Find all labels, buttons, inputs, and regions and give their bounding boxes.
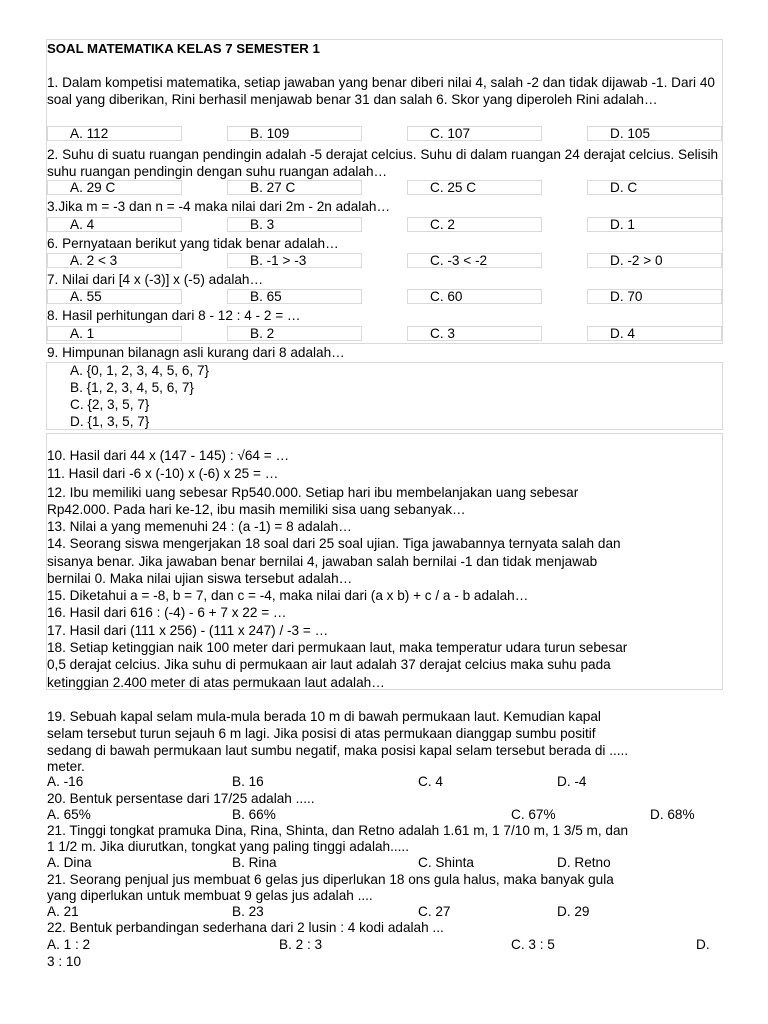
q21b-option-c: C. 27	[418, 904, 451, 919]
question-3-text: 3.Jika m = -3 dan n = -4 maka nilai dari 2m - 2n adalah…	[47, 199, 391, 214]
q2-option-a: A. 29 C	[47, 180, 182, 195]
q19-option-c: C. 4	[418, 774, 443, 789]
q9-option-d: D. {1, 3, 5, 7}	[70, 414, 150, 429]
page-title: SOAL MATEMATIKA KELAS 7 SEMESTER 1	[47, 41, 320, 56]
q22-option-d-value: 3 : 10	[47, 954, 82, 969]
block2-line-7: sisanya benar. Jika jawaban benar bernilai 4, jawaban salah bernilai -1 dan tidak menjawab	[47, 554, 598, 569]
q9-option-c: C. {2, 3, 5, 7}	[70, 397, 150, 412]
block2-line-2: 11. Hasil dari -6 x (-10) x (-6) x 25 = …	[47, 466, 279, 481]
question-2-text: 2. Suhu di suatu ruangan pendingin adalah -5 derajat celcius. Suhu di dalam ruangan 24 derajat celcius. Selisih suhu ruangan pendingin dengan suhu ruangan adalah…	[47, 147, 719, 179]
q20-option-a: A. 65%	[47, 807, 91, 822]
q21b-option-b: B. 23	[232, 904, 264, 919]
q6-option-d: D. -2 > 0	[587, 253, 722, 268]
q7-option-c: C. 60	[407, 289, 542, 304]
q3-option-a: A. 4	[47, 217, 182, 232]
block2-line-5: 13. Nilai a yang memenuhi 24 : (a -1) = 8 adalah…	[47, 519, 352, 534]
q7-option-a: A. 55	[47, 289, 182, 304]
q21a-option-c: C. Shinta	[418, 855, 474, 870]
block2-line-12: 18. Setiap ketinggian naik 100 meter dari permukaan laut, maka temperatur udara turun sebesar	[47, 640, 628, 655]
block2-line-13: 0,5 derajat celcius. Jika suhu di permukaan air laut adalah 37 derajat celcius maka suhu pada	[47, 657, 611, 672]
q20-option-b: B. 66%	[232, 807, 276, 822]
q22-option-a: A. 1 : 2	[47, 937, 91, 952]
q21b-option-a: A. 21	[47, 904, 79, 919]
q20-option-c: C. 67%	[511, 807, 556, 822]
q1-option-d: D. 105	[587, 126, 722, 141]
q2-option-b: B. 27 C	[227, 180, 362, 195]
q22-option-c: C. 3 : 5	[511, 937, 555, 952]
block2-line-8: bernilai 0. Maka nilai ujian siswa tersebut adalah…	[47, 571, 353, 586]
question-7-text: 7. Nilai dari [4 x (-3)] x (-5) adalah…	[47, 272, 264, 287]
q21a-option-a: A. Dina	[47, 855, 92, 870]
q3-option-c: C. 2	[407, 217, 542, 232]
block2-line-9: 15. Diketahui a = -8, b = 7, dan c = -4, maka nilai dari (a x b) + c / a - b adalah…	[47, 588, 529, 603]
q21a-line-1: 21. Tinggi tongkat pramuka Dina, Rina, Shinta, dan Retno adalah 1.61 m, 1 7/10 m, 1 3/5 m, dan	[47, 823, 629, 838]
block2-line-11: 17. Hasil dari (111 x 256) - (111 x 247) / -3 = …	[47, 623, 329, 638]
q20-option-d: D. 68%	[650, 807, 695, 822]
q19-line-4: meter.	[47, 759, 85, 774]
q6-option-b: B. -1 > -3	[227, 253, 362, 268]
q21a-option-d: D. Retno	[557, 855, 611, 870]
q19-option-a: A. -16	[47, 774, 84, 789]
q21a-line-2: 1 1/2 m. Jika diurutkan, tongkat yang paling tinggi adalah.....	[47, 839, 409, 854]
block2-line-4: Rp42.000. Pada hari ke-12, ibu masih memiliki sisa uang sebanyak…	[47, 502, 466, 517]
q9-option-b: B. {1, 2, 3, 4, 5, 6, 7}	[70, 380, 194, 395]
block2-line-14: ketinggian 2.400 meter di atas permukaan laut adalah…	[47, 675, 385, 690]
question-6-text: 6. Pernyataan berikut yang tidak benar adalah…	[47, 236, 339, 251]
question-22-text: 22. Bentuk perbandingan sederhana dari 2 lusin : 4 kodi adalah ...	[47, 920, 444, 935]
question-20-text: 20. Bentuk persentase dari 17/25 adalah .....	[47, 791, 315, 806]
q21a-option-b: B. Rina	[232, 855, 277, 870]
block2-line-3: 12. Ibu memiliki uang sebesar Rp540.000. Setiap hari ibu membelanjakan uang sebesar	[47, 485, 579, 500]
q21b-option-d: D. 29	[557, 904, 590, 919]
q3-option-d: D. 1	[587, 217, 722, 232]
q7-option-d: D. 70	[587, 289, 722, 304]
q19-line-3: sedang di bawah permukaan laut sumbu negatif, maka posisi kapal selam tersebut berada di .....	[47, 743, 629, 758]
q22-option-b: B. 2 : 3	[279, 937, 323, 952]
q2-option-d: D. C	[587, 180, 722, 195]
q8-option-d: D. 4	[587, 326, 722, 341]
q6-option-c: C. -3 < -2	[407, 253, 542, 268]
q19-line-1: 19. Sebuah kapal selam mula-mula berada 10 m di bawah permukaan laut. Kemudian kapal	[47, 709, 601, 724]
q21b-line-2: yang diperlukan untuk membuat 9 gelas jus adalah ....	[47, 888, 373, 903]
q8-option-a: A. 1	[47, 326, 182, 341]
block2-line-10: 16. Hasil dari 616 : (-4) - 6 + 7 x 22 = …	[47, 605, 287, 620]
block2-line-6: 14. Seorang siswa mengerjakan 18 soal dari 25 soal ujian. Tiga jawabannya ternyata salah dan	[47, 536, 621, 551]
q1-option-c: C. 107	[407, 126, 542, 141]
q1-option-a: A. 112	[47, 126, 182, 141]
question-8-text: 8. Hasil perhitungan dari 8 - 12 : 4 - 2 = …	[47, 308, 301, 323]
q3-option-b: B. 3	[227, 217, 362, 232]
q21b-line-1: 21. Seorang penjual jus membuat 6 gelas jus diperlukan 18 ons gula halus, maka banyak gula	[47, 872, 614, 887]
q19-option-d: D. -4	[557, 774, 587, 789]
q22-option-d: D.	[696, 937, 710, 952]
q2-option-c: C. 25 C	[407, 180, 542, 195]
question-9-text: 9. Himpunan bilanagn asli kurang dari 8 adalah…	[47, 345, 345, 360]
block2-line-1: 10. Hasil dari 44 x (147 - 145) : √64 = …	[47, 448, 290, 463]
q19-option-b: B. 16	[232, 774, 264, 789]
q6-option-a: A. 2 < 3	[47, 253, 182, 268]
q7-option-b: B. 65	[227, 289, 362, 304]
q19-line-2: selam tersebut turun sejauh 6 m lagi. Jika posisi di atas permukaan dianggap sumbu positif	[47, 726, 596, 741]
q1-option-b: B. 109	[227, 126, 362, 141]
q8-option-b: B. 2	[227, 326, 362, 341]
question-1-text: 1. Dalam kompetisi matematika, setiap jawaban yang benar diberi nilai 4, salah -2 dan tidak dijawab -1. Dari 40 soal yang diberikan, Rini berhasil menjawab benar 31 dan salah 6. Skor yang diperoleh Rini adalah…	[47, 75, 715, 107]
q8-option-c: C. 3	[407, 326, 542, 341]
q9-option-a: A. {0, 1, 2, 3, 4, 5, 6, 7}	[70, 363, 210, 378]
